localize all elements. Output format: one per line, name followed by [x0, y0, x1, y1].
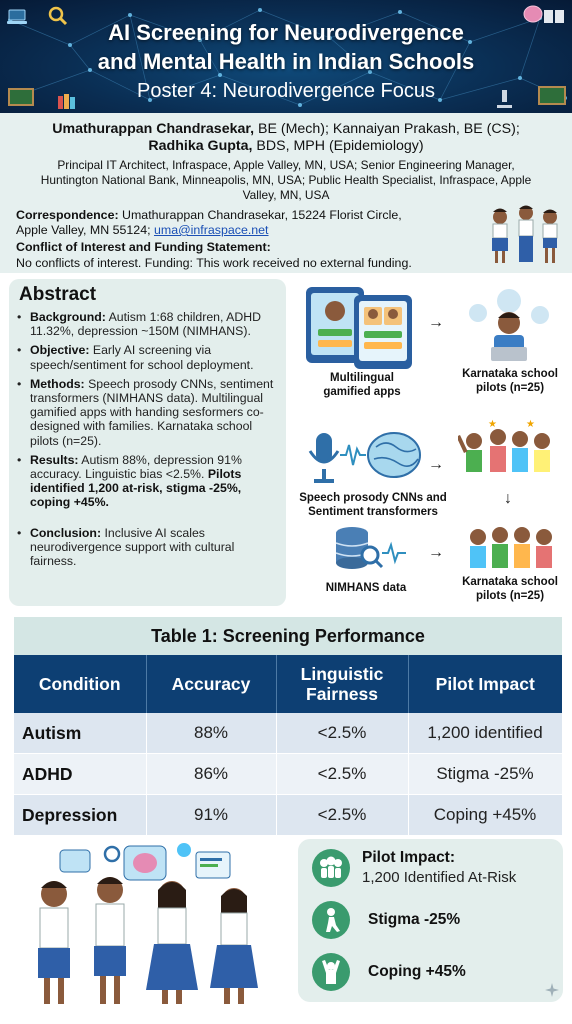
pilots-bottom-label: Karnataka school pilots (n=25)	[462, 576, 558, 602]
cell-fairness: <2.5%	[276, 795, 408, 836]
abstract-conclusion	[15, 526, 281, 569]
svg-text:★: ★	[488, 419, 497, 430]
impact-stigma: Stigma -25%	[368, 911, 461, 928]
data-label: NIMHANS data	[325, 582, 407, 594]
cell-condition: Depression	[14, 795, 146, 836]
table-row	[14, 754, 562, 795]
header-pilot-impact: Pilot Impact	[408, 655, 562, 713]
arrow-right-icon: →	[428, 314, 444, 331]
affiliation-line-1: Principal IT Architect, Infraspace, Apple Valley, MN, USA; Senior Engineering Manager,	[57, 158, 515, 172]
apps-label: Multilingual gamified apps	[323, 372, 401, 398]
pilots-top-label: Karnataka school pilots (n=25)	[462, 368, 558, 394]
conclusion-text: Inclusive AI scales neurodivergence support with cultural fairness.	[30, 525, 235, 569]
author-1-name: Umathurappan Chandrasekar,	[52, 121, 255, 137]
arrow-down-icon: ↓	[504, 490, 512, 507]
abstract-objective	[15, 343, 281, 371]
affiliation-line-3: Valley, MN, USA	[242, 188, 330, 202]
author-3-name: Radhika Gupta,	[148, 138, 253, 154]
cell-accuracy: 88%	[146, 713, 276, 754]
author-block	[0, 113, 572, 273]
poster-header	[0, 0, 572, 113]
table-header-row	[14, 655, 562, 713]
cell-impact: 1,200 identified	[408, 713, 562, 754]
methods-text: Speech prosody CNNs, sentiment transformers (NIMHANS data). Multilingual gamified apps with handing sesformers co-designed with families. Karnataka school pilots (n=25).	[30, 376, 274, 448]
abstract-title: Abstract	[19, 284, 97, 305]
impact-title: Pilot Impact:	[362, 849, 456, 866]
abstract-results	[15, 453, 281, 510]
arrow-right-2-icon: →	[428, 456, 444, 473]
tablet-apps-icon	[304, 283, 416, 373]
svg-text:★: ★	[526, 419, 535, 430]
abstract-methods	[15, 377, 281, 448]
students-raising-hands-icon	[458, 417, 556, 487]
table-row	[14, 795, 562, 836]
arrow-right-3-icon: →	[428, 544, 444, 561]
table-row	[14, 713, 562, 754]
students-illustration	[486, 203, 564, 269]
correspondence-line-2	[16, 223, 269, 238]
correspondence	[16, 208, 402, 223]
cell-condition: Autism	[14, 713, 146, 754]
workflow-diagram	[292, 279, 572, 609]
coi-text: No conflicts of interest. Funding: This work received no external funding.	[16, 256, 412, 270]
objective-text: Early AI screening via speech/sentiment for school deployment.	[30, 343, 254, 372]
impact-subtitle: 1,200 Identified At-Risk	[362, 869, 517, 886]
speech-label: Speech prosody CNNs and Sentiment transformers	[299, 492, 447, 518]
abstract-panel	[9, 279, 286, 606]
group-icon	[312, 849, 350, 887]
author-line-2	[8, 138, 564, 155]
header-condition: Condition	[14, 655, 146, 713]
cell-impact: Coping +45%	[408, 795, 562, 836]
header-accuracy: Accuracy	[146, 655, 276, 713]
title-line-2: and Mental Health in Indian Schools	[97, 49, 475, 74]
results-label: Results:	[30, 452, 79, 467]
cell-impact: Stigma -25%	[408, 754, 562, 795]
cell-condition: ADHD	[14, 754, 146, 795]
pilot-impact-panel	[298, 839, 563, 1002]
cell-accuracy: 91%	[146, 795, 276, 836]
abstract-list	[15, 310, 281, 573]
students-group-icon	[464, 523, 554, 573]
affiliation-line-2: Huntington National Bank, Minneapolis, MN, USA; Public Health Specialist, Infraspace, Apple	[40, 173, 532, 187]
correspondence-address: Umathurappan Chandrasekar, 15224 Florist Circle,	[118, 208, 402, 222]
cell-fairness: <2.5%	[276, 754, 408, 795]
performance-table-section	[14, 617, 562, 832]
cell-accuracy: 86%	[146, 754, 276, 795]
speech-brain-icon	[306, 425, 436, 491]
author-3-degrees: BDS, MPH (Epidemiology)	[252, 138, 424, 154]
correspondence-label: Correspondence:	[16, 208, 119, 222]
title-line-1: AI Screening for Neurodivergence	[108, 20, 464, 45]
background-label: Background:	[30, 310, 106, 324]
database-search-icon	[330, 525, 410, 577]
results-text: Autism 88%, depression 91% accuracy. Linguistic bias <2.5%.	[30, 452, 242, 482]
teacher-laptop-icon	[464, 285, 554, 365]
person-cheering-icon	[312, 953, 350, 991]
sparkle-icon	[545, 983, 559, 997]
impact-coping: Coping +45%	[368, 963, 466, 980]
person-walking-icon	[312, 901, 350, 939]
results-highlight: Pilots identified 1,200 at-risk, stigma -25%, coping +45%.	[30, 467, 242, 510]
abstract-background	[15, 310, 281, 338]
correspondence-city: Apple Valley, MN 55124;	[16, 223, 154, 237]
email-link[interactable]: uma@infraspace.net	[153, 223, 269, 237]
cell-fairness: <2.5%	[276, 713, 408, 754]
coi-label: Conflict of Interest and Funding Statement:	[16, 240, 271, 254]
header-fairness: Linguistic Fairness	[276, 655, 408, 713]
author-1-degrees: BE (Mech); Kannaiyan Prakash, BE (CS);	[254, 121, 520, 137]
poster-subtitle: Poster 4: Neurodivergence Focus	[137, 80, 435, 102]
methods-label: Methods:	[30, 376, 85, 391]
students-ai-illustration	[14, 840, 284, 1020]
conclusion-label: Conclusion:	[30, 525, 102, 540]
objective-label: Objective:	[30, 343, 90, 358]
background-text: Autism 1:68 children, ADHD 11.32%, depression ~150M (NIMHANS).	[30, 310, 261, 339]
author-line-1	[8, 121, 564, 138]
table-title: Table 1: Screening Performance	[14, 617, 562, 655]
performance-table	[14, 655, 563, 836]
